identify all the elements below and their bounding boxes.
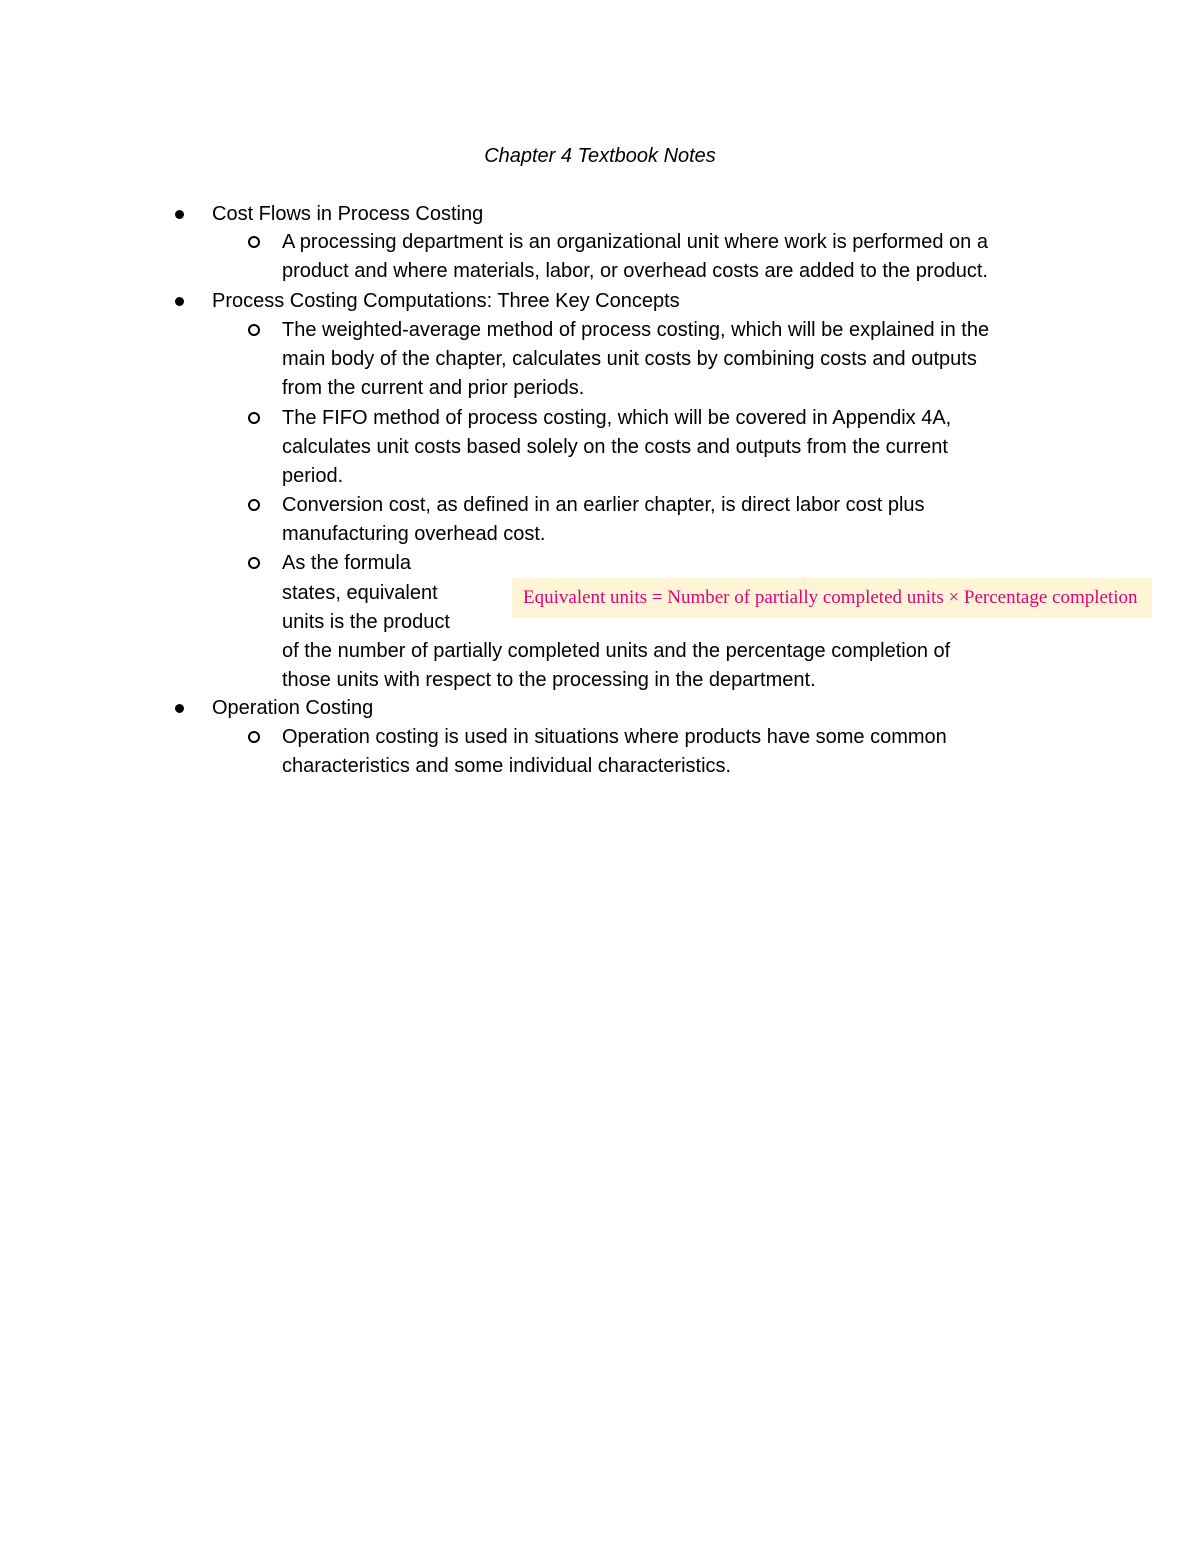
sub-bullet-icon (248, 499, 260, 511)
note-line: of the number of partially completed units and the percentage completion of (282, 640, 951, 662)
sub-bullet-icon (248, 557, 260, 569)
page-title: Chapter 4 Textbook Notes (484, 145, 716, 167)
note-line: units is the product (282, 611, 450, 633)
note-line: period. (282, 465, 344, 487)
note-line: calculates unit costs based solely on the costs and outputs from the current (282, 436, 948, 458)
section-heading: Cost Flows in Process Costing (212, 203, 484, 225)
note-line: product and where materials, labor, or overhead costs are added to the product. (282, 260, 988, 282)
note-line: manufacturing overhead cost. (282, 523, 546, 545)
note-line: Operation costing is used in situations where products have some common (282, 726, 947, 748)
sub-bullet-icon (248, 236, 260, 248)
bullet-icon (175, 297, 184, 306)
note-line: from the current and prior periods. (282, 377, 585, 399)
sub-bullet-icon (248, 731, 260, 743)
bullet-icon (175, 704, 184, 713)
note-line: states, equivalent (282, 582, 438, 604)
note-line: Conversion cost, as defined in an earlier chapter, is direct labor cost plus (282, 494, 925, 516)
note-line: main body of the chapter, calculates unit costs by combining costs and outputs (282, 348, 977, 370)
bullet-icon (175, 210, 184, 219)
sub-bullet-icon (248, 324, 260, 336)
note-line: characteristics and some individual characteristics. (282, 755, 732, 777)
formula-image: Equivalent units = Number of partially completed units × Percentage completion (512, 578, 1152, 618)
note-line: The FIFO method of process costing, which will be covered in Appendix 4A, (282, 407, 952, 429)
section-heading: Process Costing Computations: Three Key Concepts (212, 290, 680, 312)
section-heading: Operation Costing (212, 697, 374, 719)
sub-bullet-icon (248, 412, 260, 424)
note-line: As the formula (282, 552, 411, 574)
note-line: A processing department is an organizational unit where work is performed on a (282, 231, 988, 253)
note-line: The weighted-average method of process costing, which will be explained in the (282, 319, 990, 341)
note-line: those units with respect to the processing in the department. (282, 669, 816, 691)
